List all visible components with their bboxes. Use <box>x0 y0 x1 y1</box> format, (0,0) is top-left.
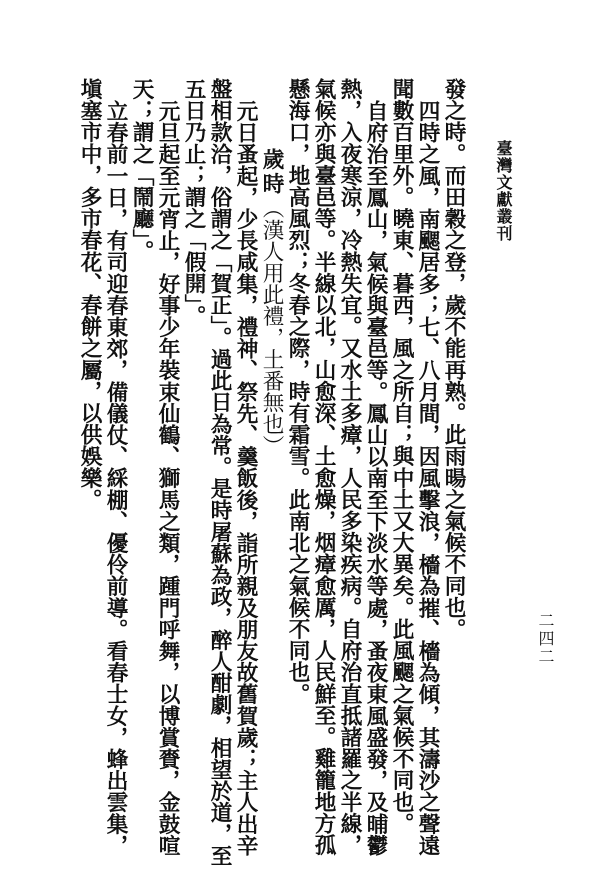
paragraph-rain-climate: 發之時。而田穀之登，歲不能再熟。此雨暘之氣候不同也。 <box>441 78 466 640</box>
paragraph-regional-climate: 自府治至鳳山，氣候與臺邑等。鳳山以南至下淡水等處，蚤夜東風盛發，及晡鬱熱，入夜寒涼，冷熱失宜。又水土多瘴，人民多染疾病。自府治直抵諸羅之半線，氣候亦與臺邑等。半線以北，山愈深、土愈燥，烟瘴愈厲，人民鮮至。雞籠地方孤懸海口，地高風烈；冬春之際，時有霜雪。此南北之氣候不同也。 <box>285 78 388 856</box>
section-note: （漢人用此禮，土番無也） <box>259 197 284 457</box>
paragraph-spring-welcome: 立春前一日，有司迎春東郊，備儀仗、綵棚、優伶前導。看春士女，蜂出雲集，塡塞市中，多市春花、春餅之屬，以供娛樂。 <box>77 78 128 856</box>
paragraph-wind-climate: 四時之風，南颸居多；七、八月間，因風擊浪，檣為摧、檣為傾，其濤沙之聲遠聞數百里外。曉東、暮西，風之所自；與中土又大異矣。此風颸之氣候不同也。 <box>389 78 440 856</box>
section-title: 歲時 <box>259 148 284 198</box>
paragraph-lantern-festival: 元旦起至元宵止，好事少年裝束仙鶴、獅馬之類，踵門呼舞，以博賞賚，金鼓喧天；謂之「鬧廳」。 <box>129 78 180 856</box>
section-heading <box>258 78 284 868</box>
journal-title: 臺灣文獻叢刊 <box>494 140 513 242</box>
page-number: 二四二 <box>536 612 555 666</box>
vertical-body-text <box>76 78 466 868</box>
paragraph-new-year: 元日蚤起，少長咸集，禮神、祭先、羹飯後，詣所親及朋友故舊賀歲；主人出辛盤相款洽，俗謂之「賀正」。過此日為常。是時屠蘇為政，醉人酣劇，相望於道，至五日乃止；謂之「假開」。 <box>181 78 258 867</box>
